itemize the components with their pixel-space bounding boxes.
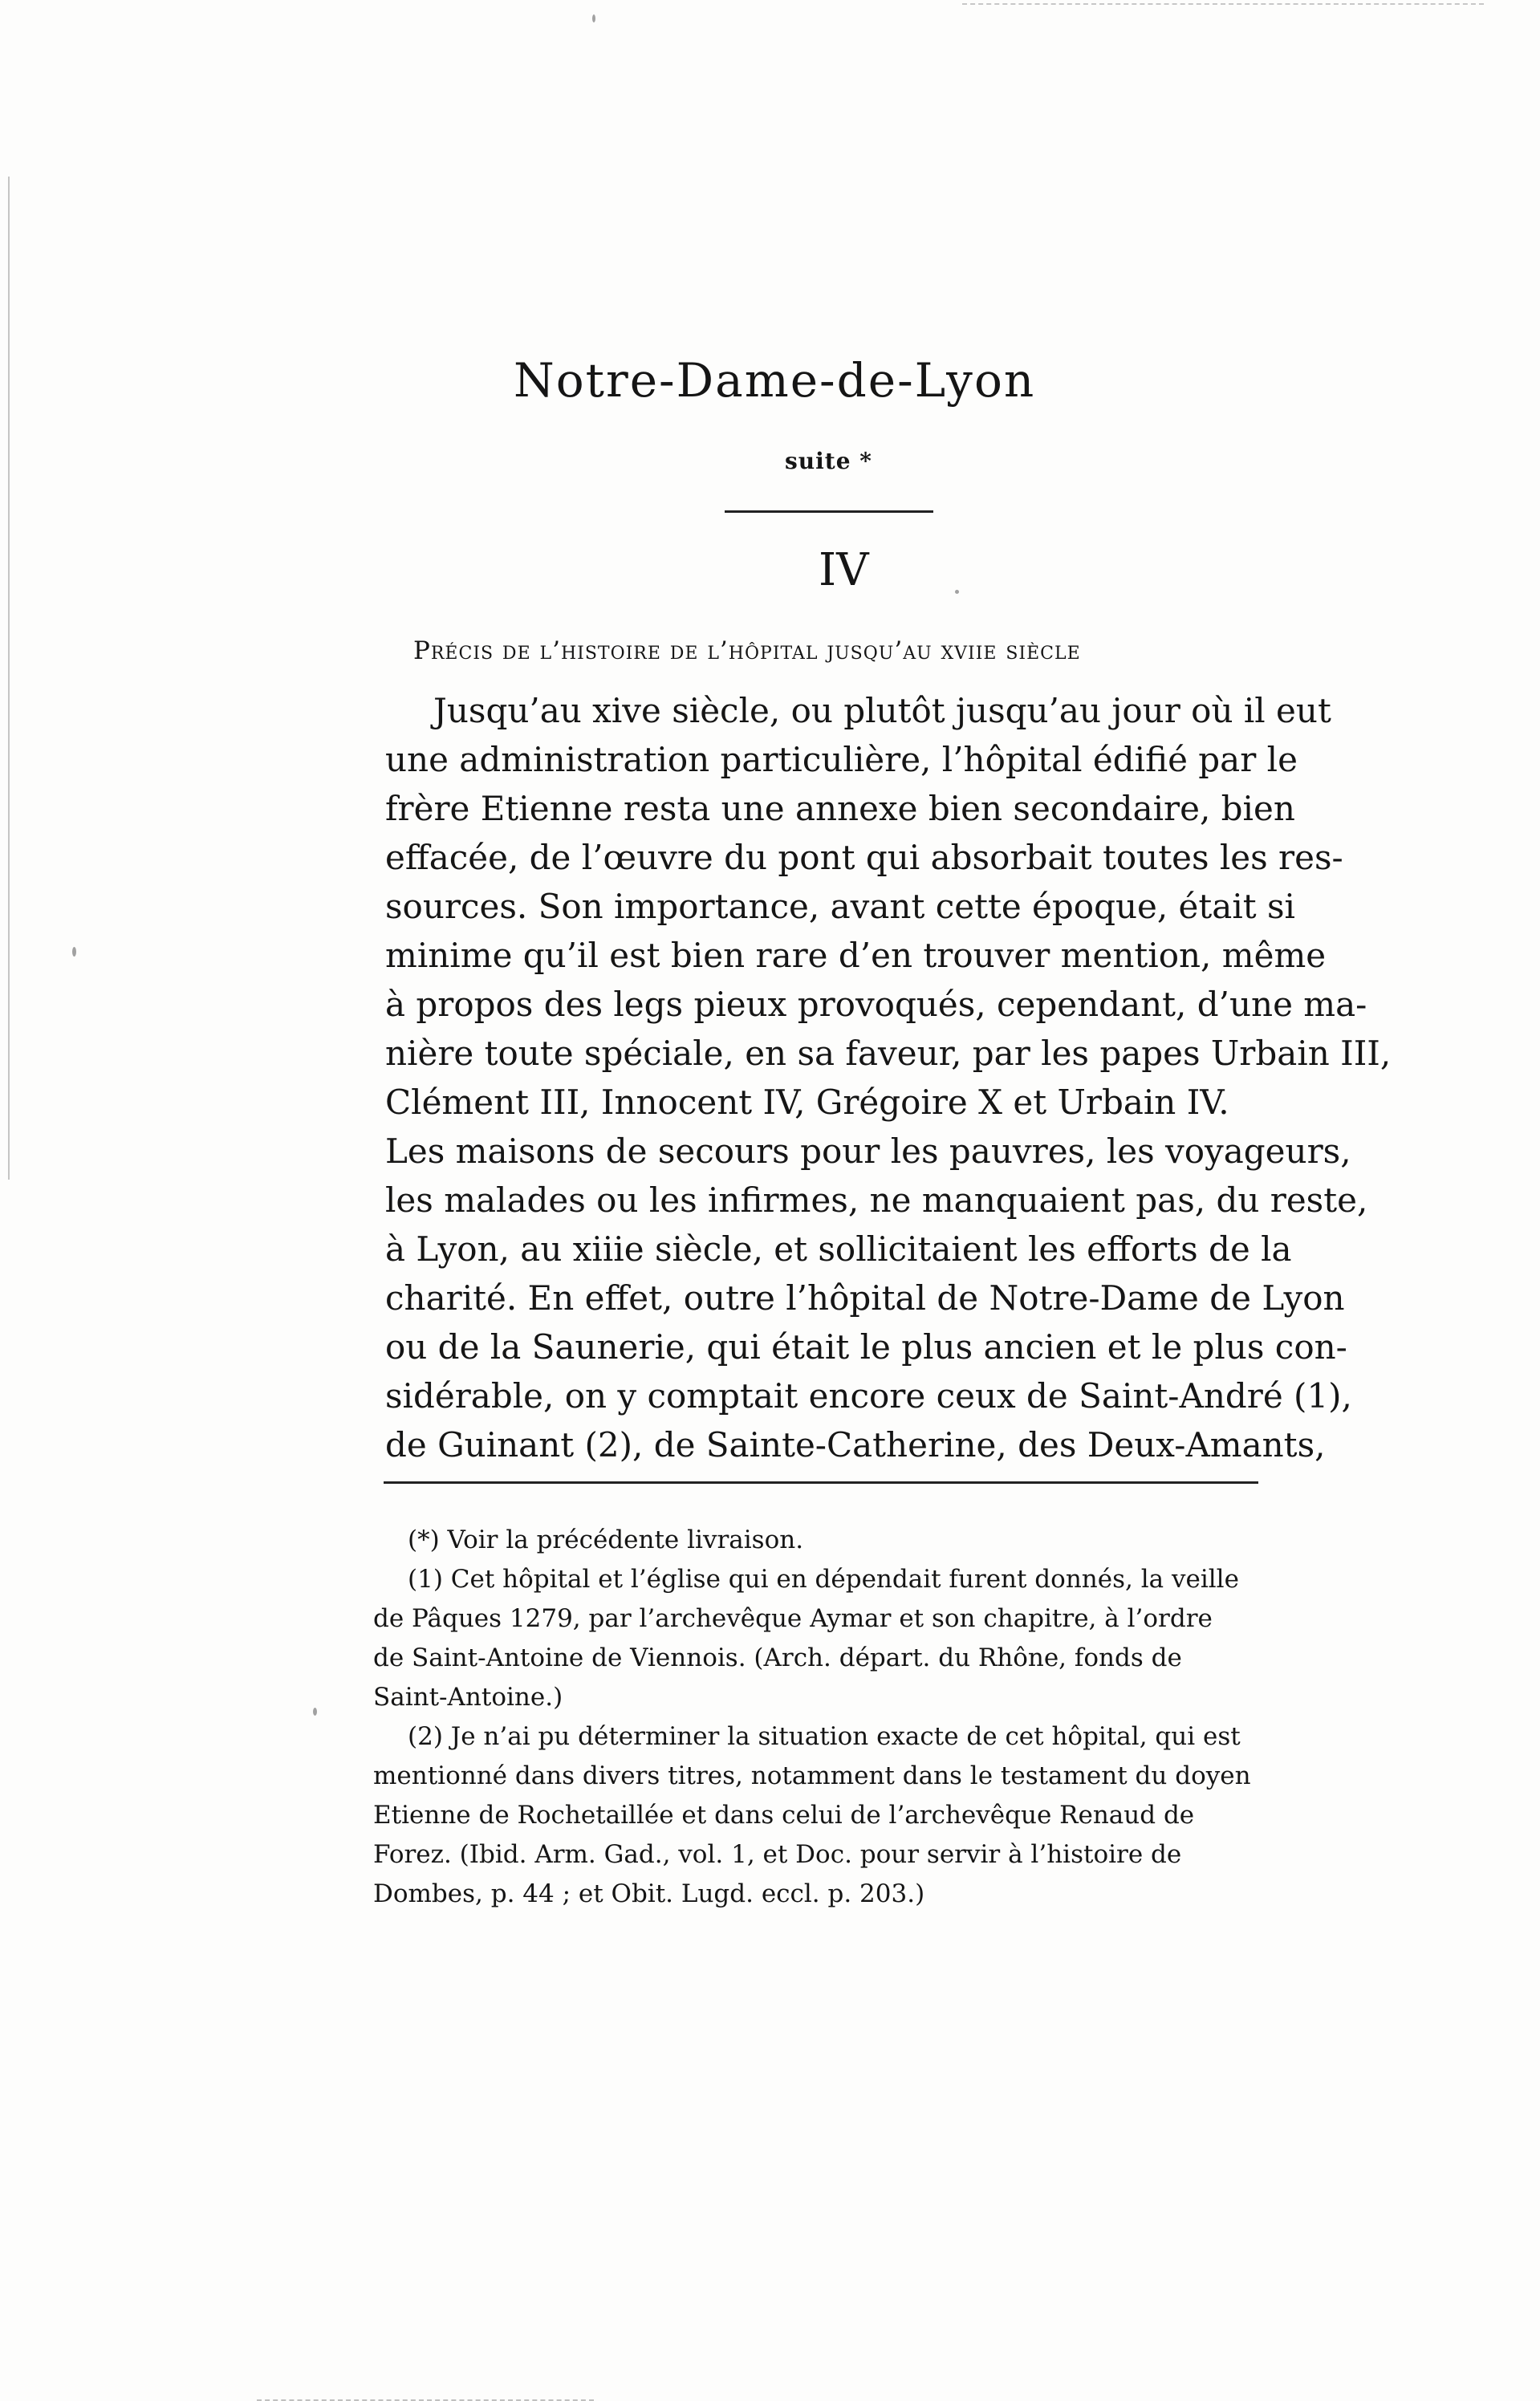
text-line: les malades ou les infirmes, ne manquaient pas, du reste, bbox=[385, 1180, 1368, 1220]
article-title: Notre-Dame-de-Lyon bbox=[514, 353, 1036, 408]
text-line: charité. En effet, outre l’hôpital de Notre-Dame de Lyon bbox=[385, 1278, 1345, 1318]
text-line: Clément III, Innocent IV, Grégoire X et Urbain IV. bbox=[385, 1083, 1229, 1122]
footnote-line: Saint-Antoine.) bbox=[373, 1683, 563, 1712]
text-line: frère Etienne resta une annexe bien secondaire, bien bbox=[385, 789, 1295, 828]
text-line: minime qu’il est bien rare d’en trouver mention, même bbox=[385, 936, 1327, 975]
main-text bbox=[385, 686, 1392, 1469]
text-line: ou de la Saunerie, qui était le plus ancien et le plus con- bbox=[385, 1327, 1347, 1367]
text-line: Jusqu’au xive siècle, ou plutôt jusqu’au jour où il eut bbox=[433, 691, 1331, 730]
footnote-line: (*) Voir la précédente livraison. bbox=[408, 1526, 804, 1554]
section-number: IV bbox=[819, 544, 869, 596]
text-line: à Lyon, au xiiie siècle, et sollicitaient les efforts de la bbox=[385, 1229, 1292, 1269]
article-subtitle: suite * bbox=[785, 448, 872, 474]
top-edge-scan-marks bbox=[962, 3, 1484, 5]
text-line: sources. Son importance, avant cette époque, était si bbox=[385, 887, 1295, 926]
title-rule bbox=[725, 510, 933, 513]
scan-speck bbox=[955, 590, 959, 594]
footnote-line: de Saint-Antoine de Viennois. (Arch. départ. du Rhône, fonds de bbox=[373, 1643, 1182, 1672]
text-line: effacée, de l’œuvre du pont qui absorbait toutes les res- bbox=[385, 838, 1343, 877]
scan-speck bbox=[313, 1708, 317, 1716]
text-line: à propos des legs pieux provoqués, cependant, d’une ma- bbox=[385, 985, 1367, 1024]
text-line: une administration particulière, l’hôpital édifié par le bbox=[385, 740, 1298, 779]
footnote-line: (2) Je n’ai pu déterminer la situation exacte de cet hôpital, qui est bbox=[408, 1722, 1241, 1751]
text-line: nière toute spéciale, en sa faveur, par les papes Urbain III, bbox=[385, 1034, 1392, 1073]
text-line: sidérable, on y comptait encore ceux de Saint-André (1), bbox=[385, 1376, 1352, 1416]
footnote-line: Etienne de Rochetaillée et dans celui de l’archevêque Renaud de bbox=[373, 1801, 1195, 1830]
footnote-line: mentionné dans divers titres, notamment dans le testament du doyen bbox=[373, 1761, 1251, 1790]
left-edge-scan-marks bbox=[8, 177, 13, 1180]
footnote-rule bbox=[384, 1481, 1258, 1484]
scan-speck bbox=[592, 14, 595, 22]
text-line: de Guinant (2), de Sainte-Catherine, des Deux-Amants, bbox=[385, 1425, 1326, 1465]
footnote-line: Dombes, p. 44 ; et Obit. Lugd. eccl. p. 203.) bbox=[373, 1879, 925, 1908]
scan-speck bbox=[72, 947, 76, 957]
footnotes bbox=[373, 1521, 1260, 1914]
footnote-line: Forez. (Ibid. Arm. Gad., vol. 1, et Doc. pour servir à l’histoire de bbox=[373, 1840, 1182, 1869]
footnote-line: de Pâques 1279, par l’archevêque Aymar et son chapitre, à l’ordre bbox=[373, 1604, 1213, 1633]
footnote-line: (1) Cet hôpital et l’église qui en dépendait furent donnés, la veille bbox=[408, 1565, 1239, 1594]
section-heading: Précis de l’histoire de l’hôpital jusqu’au xviie siècle bbox=[413, 636, 1081, 665]
text-line: Les maisons de secours pour les pauvres, les voyageurs, bbox=[385, 1131, 1351, 1171]
